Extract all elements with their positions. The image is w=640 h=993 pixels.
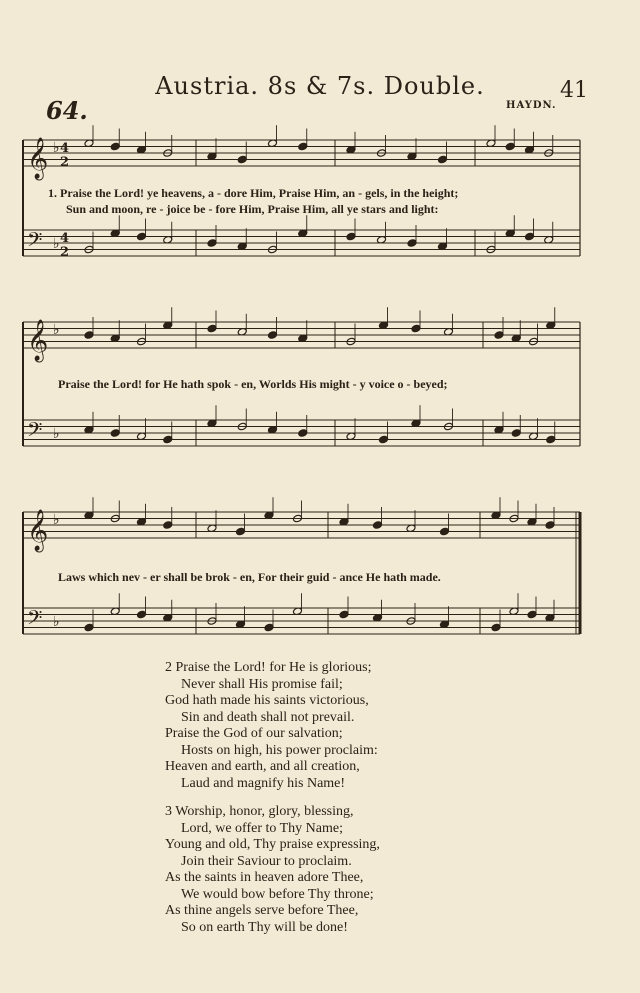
verse-line: Laud and magnify his Name!: [181, 775, 346, 791]
verse-line: Join their Saviour to proclaim.: [181, 853, 352, 869]
time-signature-bottom: 2: [60, 155, 70, 170]
verse-line: As thine angels serve before Thee,: [165, 903, 359, 918]
lyric-line: Praise the Lord! for He hath spok - en, Worlds His might - y voice o - beyed;: [58, 377, 448, 391]
flat-sign-icon: ♭: [53, 140, 60, 156]
verse-line: Lord, we offer to Thy Name;: [181, 820, 343, 836]
lyric-line: Laws which nev - er shall be brok - en, For their guid - ance He hath made.: [58, 570, 441, 584]
flat-sign-icon: ♭: [53, 236, 60, 252]
flat-sign-icon: ♭: [53, 426, 60, 442]
note-head: [491, 623, 501, 632]
time-signature-bottom: 2: [60, 245, 70, 260]
note-head: [411, 324, 421, 333]
bass-clef-icon: 𝄢: [27, 606, 43, 634]
bass-clef-icon: 𝄢: [27, 418, 43, 446]
bass-clef-icon: 𝄢: [27, 228, 43, 256]
verse-line: Hosts on high, his power proclaim:: [181, 742, 378, 758]
treble-clef-icon: 𝄞: [27, 138, 49, 179]
note-head: [407, 239, 417, 248]
verse-line: 3 Worship, honor, glory, blessing,: [165, 804, 354, 819]
note-head: [84, 623, 94, 632]
verse-line: 2 Praise the Lord! for He is glorious;: [165, 660, 372, 675]
note-head: [379, 435, 389, 444]
note-head: [163, 521, 173, 530]
note-head: [505, 142, 515, 151]
note-head: [137, 610, 147, 619]
note-head: [545, 521, 555, 530]
verse-3: [165, 804, 640, 936]
note-head: [339, 610, 349, 619]
verse-line: Praise the God of our salvation;: [165, 726, 343, 741]
lyric-line: 1. Praise the Lord! ye heavens, a - dore Him, Praise Him, an - gels, in the height;: [48, 186, 459, 200]
treble-clef-icon: 𝄞: [27, 510, 49, 551]
treble-clef-icon: 𝄞: [27, 320, 49, 361]
note-head: [137, 232, 147, 241]
verse-line: Never shall His promise fail;: [181, 676, 343, 692]
verse-line: God hath made his saints victorious,: [165, 693, 369, 708]
flat-sign-icon: ♭: [53, 512, 60, 528]
page-number: 41: [560, 78, 588, 103]
time-signature-top: 4: [60, 141, 70, 156]
note-head: [207, 239, 217, 248]
note-head: [298, 429, 308, 438]
note-head: [84, 331, 94, 340]
note-head: [236, 527, 246, 536]
flat-sign-icon: ♭: [53, 322, 60, 338]
note-head: [373, 521, 383, 530]
note-head: [110, 142, 120, 151]
note-head: [268, 331, 278, 340]
verse-line: Sin and death shall not prevail.: [181, 709, 355, 725]
note-head: [237, 155, 247, 164]
note-head: [494, 331, 504, 340]
verse-line: So on earth Thy will be done!: [181, 919, 348, 935]
lyric-line: Sun and moon, re - joice be - fore Him, Praise Him, all ye stars and light:: [66, 202, 439, 216]
verse-line: We would bow before Thy throne;: [181, 886, 374, 902]
note-head: [546, 435, 556, 444]
note-head: [264, 623, 274, 632]
hymn-title: Austria. 8s & 7s. Double.: [155, 72, 485, 100]
note-head: [527, 610, 537, 619]
verse-line: Young and old, Thy praise expressing,: [165, 837, 380, 852]
verse-line: Heaven and earth, and all creation,: [165, 759, 360, 774]
note-head: [511, 429, 521, 438]
time-signature-top: 4: [60, 231, 70, 246]
verse-2: [165, 660, 640, 792]
note-head: [440, 527, 450, 536]
verse-line: As the saints in heaven adore Thee,: [165, 870, 364, 885]
note-head: [438, 155, 448, 164]
hymn-number: 64.: [46, 96, 88, 125]
note-head: [163, 435, 173, 444]
note-head: [346, 232, 356, 241]
note-head: [298, 142, 308, 151]
flat-sign-icon: ♭: [53, 614, 60, 630]
note-head: [110, 429, 120, 438]
note-head: [207, 324, 217, 333]
additional-verses: [0, 660, 640, 948]
composer-name: HAYDN.: [506, 100, 557, 111]
note-head: [525, 232, 535, 241]
